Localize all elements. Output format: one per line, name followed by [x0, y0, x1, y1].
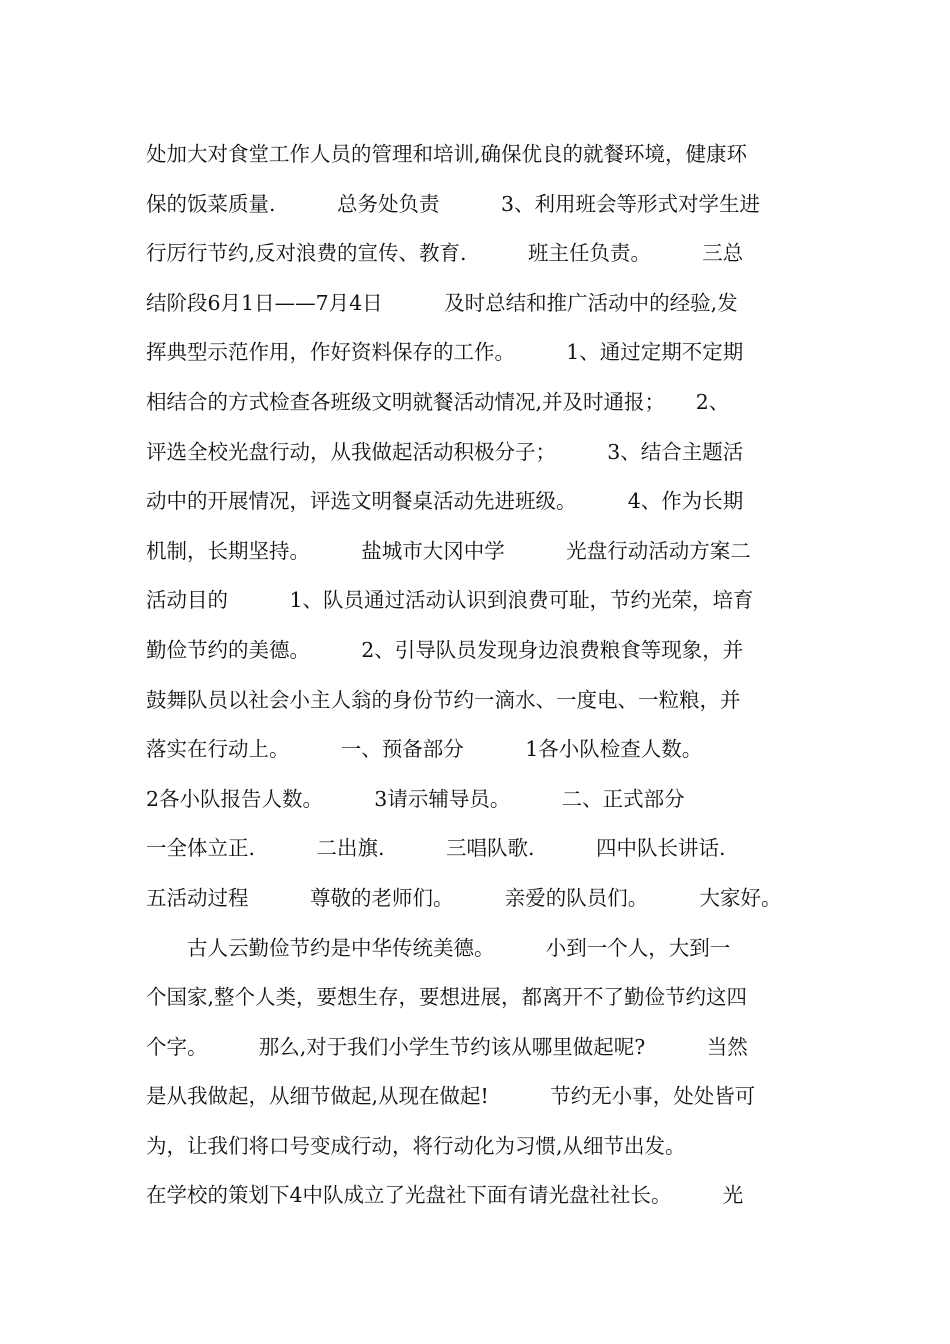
body-text — [146, 130, 826, 1221]
text-line: 古人云勤俭节约是中华传统美德。 小到一个人，大到一 — [146, 935, 731, 960]
text-line: 为，让我们将口号变成行动，将行动化为习惯,从细节出发。 — [146, 1133, 686, 1158]
text-line: 相结合的方式检查各班级文明就餐活动情况,并及时通报； 2、 — [146, 389, 730, 414]
text-line: 是从我做起，从细节做起,从现在做起! 节约无小事，处处皆可 — [146, 1084, 756, 1109]
text-line: 在学校的策划下4中队成立了光盘社下面有请光盘社社长。 光 — [146, 1183, 744, 1208]
text-line: 一全体立正. 二出旗. 三唱队歌. 四中队长讲话. — [146, 836, 726, 861]
text-line: 动中的开展情况，评选文明餐桌活动先进班级。 4、作为长期 — [146, 489, 744, 514]
text-line: 行厉行节约,反对浪费的宣传、教育. 班主任负责。 三总 — [146, 241, 744, 266]
text-line: 处加大对食堂工作人员的管理和培训,确保优良的就餐环境，健康环 — [146, 142, 748, 166]
text-line: 勤俭节约的美德。 2、引导队员发现身边浪费粮食等现象，并 — [146, 637, 744, 662]
text-line: 结阶段6月1日——7月4日 及时总结和推广活动中的经验,发 — [146, 290, 738, 315]
text-line: 评选全校光盘行动，从我做起活动积极分子； 3、结合主题活 — [146, 439, 744, 464]
text-line: 鼓舞队员以社会小主人翁的身份节约一滴水、一度电、一粒粮，并 — [146, 687, 741, 712]
text-line: 个字。 那么,对于我们小学生节约该从哪里做起呢? 当然 — [146, 1034, 748, 1059]
text-line: 活动目的 1、队员通过活动认识到浪费可耻，节约光荣，培育 — [146, 588, 754, 613]
text-line: 五活动过程 尊敬的老师们。 亲爱的队员们。 大家好。 — [146, 885, 782, 910]
text-line: 个国家,整个人类，要想生存，要想进展，都离开不了勤俭节约这四 — [146, 985, 748, 1010]
text-line: 挥典型示范作用，作好资料保存的工作。 1、通过定期不定期 — [146, 340, 744, 365]
text-line: 保的饭菜质量. 总务处负责 3、利用班会等形式对学生进 — [146, 191, 761, 216]
text-line: 机制，长期坚持。 盐城市大冈中学 光盘行动活动方案二 — [146, 538, 751, 563]
text-line: 落实在行动上。 一、预备部分 1各小队检查人数。 — [146, 737, 703, 762]
text-line: 2各小队报告人数。 3请示辅导员。 二、正式部分 — [146, 786, 685, 811]
